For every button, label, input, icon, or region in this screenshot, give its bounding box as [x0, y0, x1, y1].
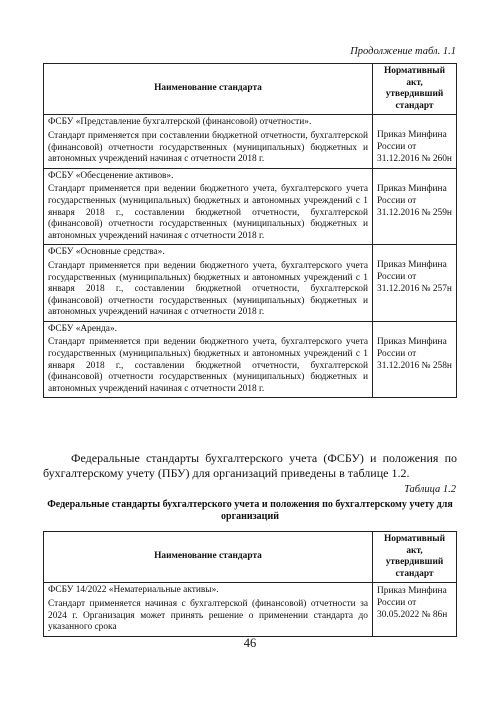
normative-act-cell: Приказ Минфина России от 31.12.2016 № 259н	[373, 168, 457, 245]
standard-description: Стандарт применяется при составлении бюджетной отчетности, бухгалтерской (финансовой) отчетности государственных (муниципальных) бюджетных и автономных учреждений начиная с отчетности 2018 г.	[48, 130, 368, 165]
standards-table-1-2	[43, 531, 457, 637]
table-row	[44, 245, 457, 322]
table-caption: Федеральные стандарты бухгалтерского учета и положения по бухгалтерскому учету для организаций	[47, 499, 453, 522]
normative-act-cell: Приказ Минфина России от 31.12.2016 № 260н	[373, 115, 457, 168]
standard-description: Стандарт применяется при ведении бюджетного учета, бухгалтерского учета государственных (муниципальных) бюджетных и автономных учреждений с 1 января 2018 г., составлении бюджетной отчетности, бухгалтерской (финансовой) отчетности государственных (муниципальных) бюджетных и автономных учреждений начиная с отчетности 2018 г.	[48, 337, 368, 394]
column-header-normative-act: Нормативный акт, утвердивший стандарт	[373, 64, 457, 115]
column-header-standard-name: Наименование стандарта	[44, 532, 373, 583]
standard-cell	[44, 321, 373, 398]
standard-title: ФСБУ «Аренда».	[48, 323, 117, 334]
normative-act-cell: Приказ Минфина России от 31.12.2016 № 257н	[373, 245, 457, 322]
standard-title: ФСБУ «Обесценение активов».	[48, 170, 174, 181]
body-paragraph: Федеральные стандарты бухгалтерского учета (ФСБУ) и положения по бухгалтерскому учету (ПБУ) для организаций приведены в таблице 1.2.	[43, 451, 457, 480]
standard-description: Стандарт применяется при ведении бюджетного учета, бухгалтерского учета государственных (муниципальных) бюджетных и автономных учреждений с 1 января 2018 г., составлении бюджетной отчетности, бухгалтерской (финансовой) отчетности государственных (муниципальных) бюджетных и автономных учреждений начиная с отчетности 2018 г.	[48, 184, 368, 241]
page-number: 46	[243, 636, 257, 650]
standards-table-1-1	[43, 63, 457, 398]
normative-act-cell: Приказ Минфина России от 30.05.2022 № 86н	[373, 583, 457, 636]
standard-title: ФСБУ «Основные средства».	[48, 247, 165, 258]
column-header-standard-name: Наименование стандарта	[44, 64, 373, 115]
table-row	[44, 583, 457, 636]
table-header-row	[44, 64, 457, 115]
table-continuation-label: Продолжение табл. 1.1	[350, 46, 456, 57]
standard-description: Стандарт применяется начиная с бухгалтерской (финансовой) отчетности за 2024 г. Организация может принять решение о применении стандарта до указанного срока	[48, 598, 368, 633]
standard-description: Стандарт применяется при ведении бюджетного учета, бухгалтерского учета государственных (муниципальных) бюджетных и автономных учреждений с 1 января 2018 г., составлении бюджетной отчетности, бухгалтерской (финансовой) отчетности государственных (муниципальных) бюджетных и автономных учреждений начиная с отчетности 2018 г.	[48, 260, 368, 318]
table-row	[44, 321, 457, 398]
standard-cell	[44, 168, 373, 245]
table-row	[44, 115, 457, 168]
table-row	[44, 168, 457, 245]
table-number-label: Таблица 1.2	[404, 484, 456, 495]
standard-cell	[44, 115, 373, 168]
standard-cell	[44, 583, 373, 636]
column-header-normative-act: Нормативный акт, утвердивший стандарт	[373, 532, 457, 583]
standard-title: ФСБУ 14/2022 «Нематериальные активы».	[48, 585, 219, 596]
standard-cell	[44, 245, 373, 322]
normative-act-cell: Приказ Минфина России от 31.12.2016 № 258н	[373, 321, 457, 398]
standard-title: ФСБУ «Представление бухгалтерской (финансовой) отчетности».	[48, 117, 312, 128]
table-header-row	[44, 532, 457, 583]
